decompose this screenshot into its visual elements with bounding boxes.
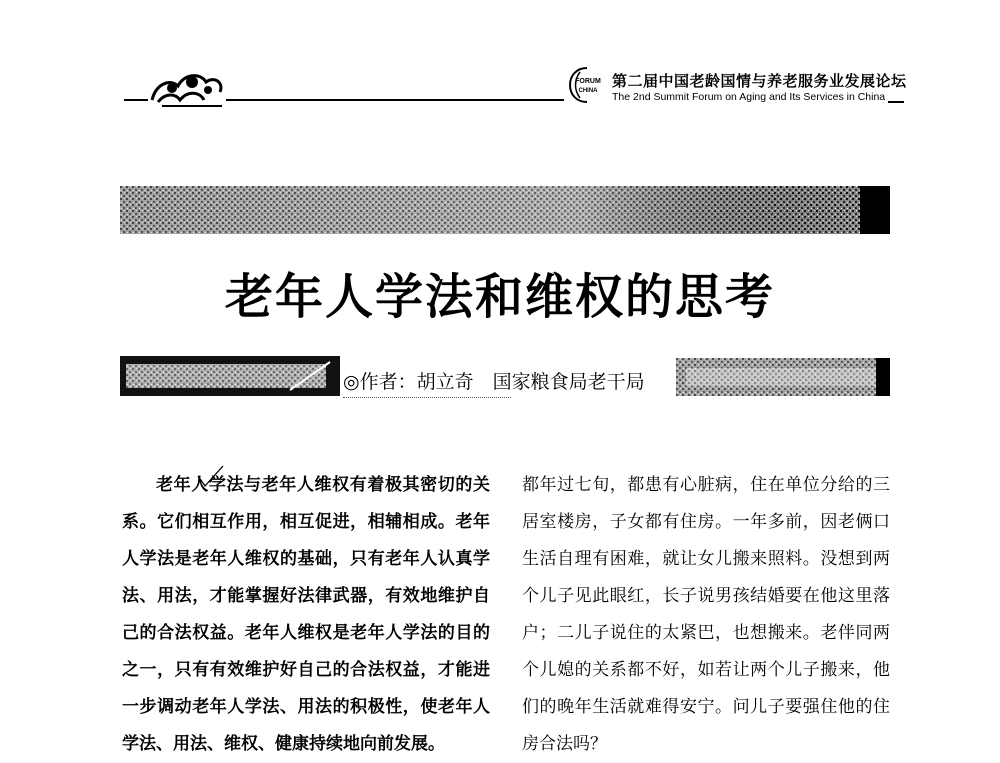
handwritten-check-mark bbox=[196, 464, 226, 490]
header-rule-right bbox=[888, 101, 904, 103]
forum-title-en: The 2nd Summit Forum on Aging and Its Services in China bbox=[612, 91, 886, 103]
article-title: 老年人学法和维权的思考 bbox=[224, 269, 775, 325]
body-right-column bbox=[522, 467, 890, 763]
left-paragraph: 老年人学法与老年人维权有着极其密切的关系。它们相互作用，相互促进，相辅相成。老年人学法是老年人维权的基础，只有老年人认真学法、用法，才能掌握好法律武器，有效地维护自己的合法权益。老年人维权是老年人学法的目的之一，只有有效维护好自己的合法权益，才能进一步调动老年人学法、用法的积极性，使老年人学法、用法、维权、健康持续地向前发展。 bbox=[122, 475, 490, 754]
forum-logo-sub: CHINA bbox=[578, 88, 598, 94]
body-left-column bbox=[122, 467, 490, 763]
author-line: ◎作者：胡立奇 国家粮食局老干局 bbox=[343, 371, 645, 393]
author-underline bbox=[343, 397, 511, 398]
header-rule-left bbox=[124, 99, 148, 101]
header-rule-center bbox=[226, 99, 564, 101]
title-banner bbox=[120, 186, 890, 234]
author-bar-left bbox=[120, 356, 340, 396]
right-paragraph: 都年过七旬，都患有心脏病，住在单位分给的三居室楼房，子女都有住房。一年多前，因老俩口生活自理有困难，就让女儿搬来照料。没想到两个儿子见此眼红，长子说男孩结婚要在他这里落户；二儿子说住的太紧巴，也想搬来。老伴同两个儿媳的关系都不好，如若让两个儿子搬来，他们的晚年生活就难得安宁。问儿子要强住他的住房合法吗？ bbox=[522, 475, 890, 754]
forum-logo-icon bbox=[568, 66, 606, 104]
forum-logo-text: FORUM bbox=[575, 78, 601, 85]
forum-title-cn: 第二届中国老龄国情与养老服务业发展论坛 bbox=[612, 72, 907, 90]
author-bar-right bbox=[676, 358, 890, 396]
cloud-ornament-icon bbox=[148, 66, 228, 110]
